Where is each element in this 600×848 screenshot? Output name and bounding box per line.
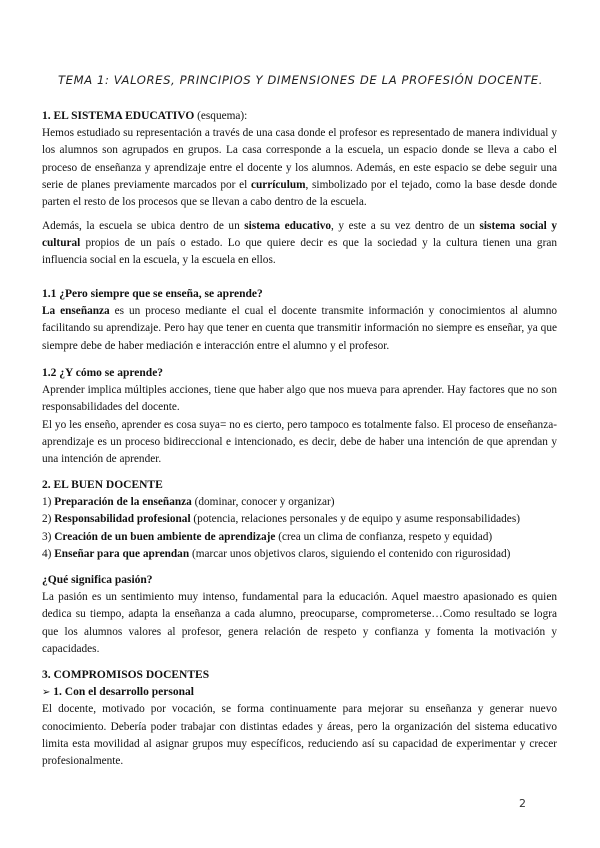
section-heading: 3. COMPROMISOS DOCENTES bbox=[42, 669, 210, 681]
page-number: 2 bbox=[519, 797, 526, 810]
section-pasion bbox=[42, 572, 557, 658]
paragraph: La enseñanza es un proceso mediante el cual el docente transmite información y conocimientos al alumno facilitando su aprendizaje. Pero hay que tener en cuenta que transmitir información no siempre es enseñar, ya que siempre debe de haber mediación e interacción entre el alumno y el profesor. bbox=[42, 305, 557, 352]
section-1-2 bbox=[42, 365, 557, 468]
arrow-bullet-icon: ➢ bbox=[42, 687, 51, 699]
section-buen-docente bbox=[42, 477, 557, 563]
paragraph: Hemos estudiado su representación a través de una casa donde el profesor es representado de manera individual y los alumnos son agrupados en grupos. La casa corresponde a la escuela, un espacio donde se lleva a cabo el proceso de enseñanza y aprendizaje entre el docente y los alumnos. Además, en este espacio se debe seguir una serie de planes previamente marcados por el currículum, simbolizado por el tejado, como la base desde donde parten el resto de los procesos que se llevan a cabo dentro de la escuela. bbox=[42, 127, 557, 209]
list-item: 2) Responsabilidad profesional (potencia, relaciones personales y de equipo y asume responsabilidades) bbox=[42, 513, 520, 526]
section-heading: 1.2 ¿Y cómo se aprende? bbox=[42, 367, 164, 379]
paragraph-sistema-social: Además, la escuela se ubica dentro de un sistema educativo, y este a su vez dentro de un sistema social y cultural propios de un país o estado. Lo que quiere decir es que la sociedad y la cultura tienen una gran influencia social en la escuela, y la escuela en ellos. bbox=[42, 220, 557, 267]
section-heading: ¿Qué significa pasión? bbox=[42, 574, 153, 586]
page-title: TEMA 1: VALORES, PRINCIPIOS Y DIMENSIONES DE LA PROFESIÓN DOCENTE. bbox=[58, 73, 543, 87]
list-item: 4) Enseñar para que aprendan (marcar unos objetivos claros, siguiendo el contenido con rigurosidad) bbox=[42, 547, 511, 560]
section-compromisos bbox=[42, 667, 557, 770]
list-item: 3) Creación de un buen ambiente de aprendizaje (crea un clima de confianza, respeto y equidad) bbox=[42, 530, 493, 543]
section-heading: 1.1 ¿Pero siempre que se enseña, se aprende? bbox=[42, 288, 263, 300]
section-sistema-educativo bbox=[42, 108, 557, 211]
heading-note: (esquema): bbox=[197, 110, 248, 122]
section-heading: 2. EL BUEN DOCENTE bbox=[42, 479, 163, 491]
subsection-heading: ➢ 1. Con el desarrollo personal bbox=[42, 686, 194, 699]
paragraph: Aprender implica múltiples acciones, tiene que haber algo que nos mueva para aprender. Hay factores que no son responsabilidades del docente. bbox=[42, 384, 557, 414]
section-heading: 1. EL SISTEMA EDUCATIVO bbox=[42, 110, 195, 122]
section-1-1 bbox=[42, 286, 557, 355]
paragraph: La pasión es un sentimiento muy intenso, fundamental para la educación. Aquel maestro apasionado es quien dedica su tiempo, adapta la enseñanza a cada alumno, preocuparse, comprometerse…Como resultado se logra que los alumnos valores al profesor, genera relación de respeto y confianza y fomenta la motivación y capacidades. bbox=[42, 591, 557, 655]
paragraph: El yo les enseño, aprender es cosa suya= no es cierto, pero tampoco es totalmente falso. El proceso de enseñanza-aprendizaje es un proceso bidireccional e intencionado, es decir, debe de haber una intención de que aprendan y una intención de aprender. bbox=[42, 418, 557, 466]
list-item: 1) Preparación de la enseñanza (dominar, conocer y organizar) bbox=[42, 496, 335, 509]
paragraph: El docente, motivado por vocación, se forma continuamente para mejorar su enseñanza y generar nuevo conocimiento. Debería poder trabajar con distintas edades y áreas, pero la organización del sistema educativo limita esta movilidad al asignar grupos muy específicos, reduciendo así su capacidad de experimentar y crecer profesionalmente. bbox=[42, 703, 557, 768]
